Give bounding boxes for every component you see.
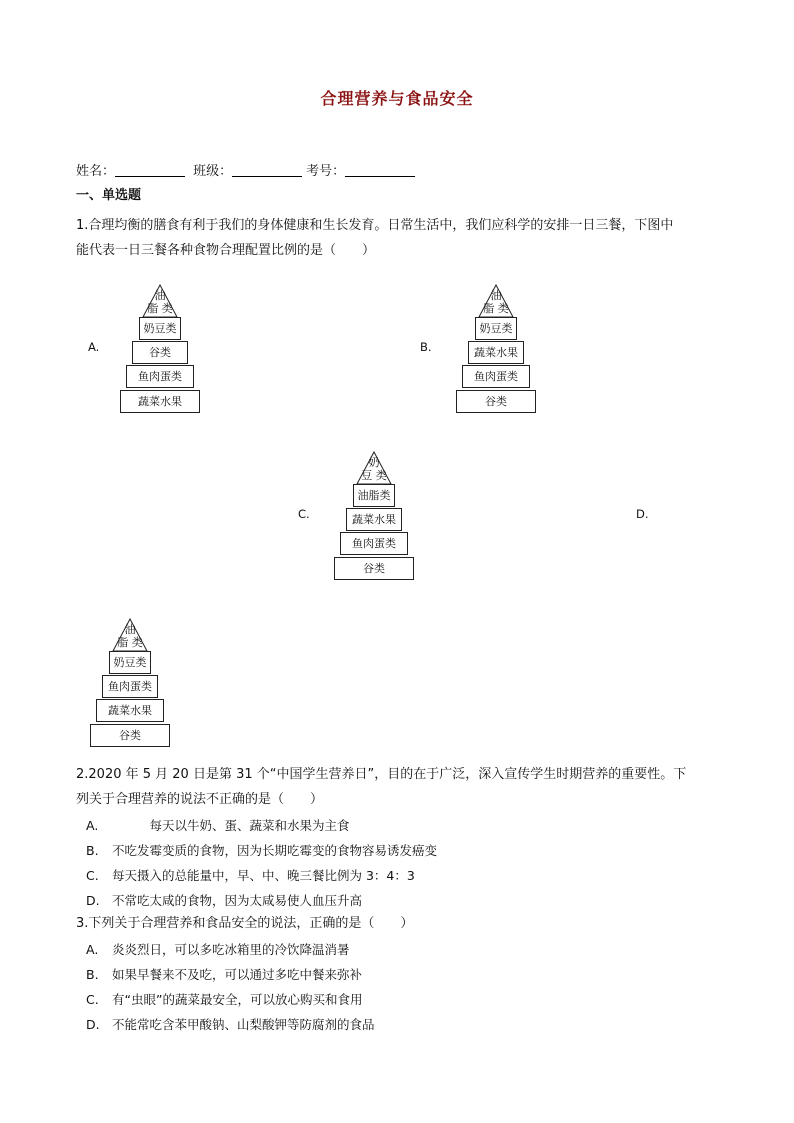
roof-bottom-text: 脂 类: [117, 636, 143, 649]
exam-number-blank[interactable]: [345, 164, 415, 177]
q2-option-b[interactable]: B. 不吃发霉变质的食物，因为长期吃霉变的食物容易诱发癌变: [86, 843, 438, 858]
question-1: [76, 213, 722, 263]
q1-option-b-label[interactable]: B.: [420, 340, 432, 354]
roof-bottom-text: 脂 类: [483, 302, 509, 315]
class-blank[interactable]: [232, 164, 302, 177]
tier-3: 鱼肉蛋类: [340, 532, 408, 555]
tier-3: 蔬菜水果: [96, 699, 164, 722]
q3-option-a[interactable]: A. 炎炎烈日，可以多吃冰箱里的冷饮降温消暑: [86, 942, 350, 957]
q2-option-d[interactable]: D. 不常吃太咸的食物，因为太咸易使人血压升高: [86, 893, 363, 908]
roof-top-text: 油: [154, 289, 166, 302]
tier-4: 谷类: [456, 390, 536, 413]
pyramid-b: [456, 283, 546, 415]
tier-3: 鱼肉蛋类: [462, 365, 530, 388]
tier-3: 鱼肉蛋类: [126, 365, 194, 388]
tier-2: 鱼肉蛋类: [102, 675, 158, 698]
roof-bottom-text: 豆 类: [361, 469, 387, 482]
name-label: 姓名：: [76, 164, 116, 179]
pyramid-a: [120, 283, 210, 415]
section-heading: 一、单选题: [76, 188, 142, 203]
class-label: 班级：: [193, 164, 233, 179]
name-blank[interactable]: [115, 164, 185, 177]
q2-option-a[interactable]: A. 每天以牛奶、蛋、蔬菜和水果为主食: [86, 818, 350, 833]
tier-4: 谷类: [334, 557, 414, 580]
roof-bottom-text: 脂 类: [147, 302, 173, 315]
q1-option-d-label[interactable]: D.: [636, 507, 649, 521]
roof-top-text: 油: [124, 623, 136, 636]
tier-4: 谷类: [90, 724, 170, 747]
question-3: [76, 911, 722, 936]
q3-option-d[interactable]: D. 不能常吃含苯甲酸钠、山梨酸钾等防腐剂的食品: [86, 1017, 375, 1032]
page-title: 合理营养与食品安全: [320, 89, 474, 108]
tier-2: 谷类: [132, 341, 188, 364]
pyramid-c: [334, 450, 424, 582]
question-2-line-2: 列关于合理营养的说法不正确的是（ ）: [76, 792, 324, 807]
tier-1: 奶豆类: [109, 651, 151, 674]
q3-option-b[interactable]: B. 如果早餐来不及吃，可以通过多吃中餐来弥补: [86, 967, 363, 982]
question-2-line-1: 2.2020 年 5 月 20 日是第 31 个“中国学生营养日”，目的在于广泛，深入宣传学生时期营养的重要性。下: [76, 767, 687, 782]
question-1-line-2: 能代表一日三餐各种食物合理配置比例的是（ ）: [76, 243, 376, 258]
question-3-line-1: 3.下列关于合理营养和食品安全的说法，正确的是（ ）: [76, 916, 414, 931]
q2-option-c[interactable]: C. 每天摄入的总能量中，早、中、晚三餐比例为 3：4：3: [86, 868, 415, 883]
tier-1: 奶豆类: [139, 317, 181, 340]
q3-option-c[interactable]: C. 有“虫眼”的蔬菜最安全，可以放心购买和食用: [86, 992, 363, 1007]
tier-1: 油脂类: [353, 484, 395, 507]
tier-2: 蔬菜水果: [346, 508, 402, 531]
q1-option-a-label[interactable]: A.: [88, 340, 100, 354]
q1-option-c-label[interactable]: C.: [298, 507, 310, 521]
tier-1: 奶豆类: [475, 317, 517, 340]
student-info-line: [76, 160, 419, 179]
question-2: [76, 762, 722, 812]
question-1-line-1: 1.合理均衡的膳食有利于我们的身体健康和生长发育。日常生活中，我们应科学的安排一日三餐，下图中: [76, 218, 674, 233]
exam-number-label: 考号：: [306, 164, 346, 179]
roof-top-text: 油: [490, 289, 502, 302]
roof-top-text: 奶: [368, 456, 380, 469]
tier-2: 蔬菜水果: [468, 341, 524, 364]
pyramid-d: [90, 617, 180, 749]
tier-4: 蔬菜水果: [120, 390, 200, 413]
